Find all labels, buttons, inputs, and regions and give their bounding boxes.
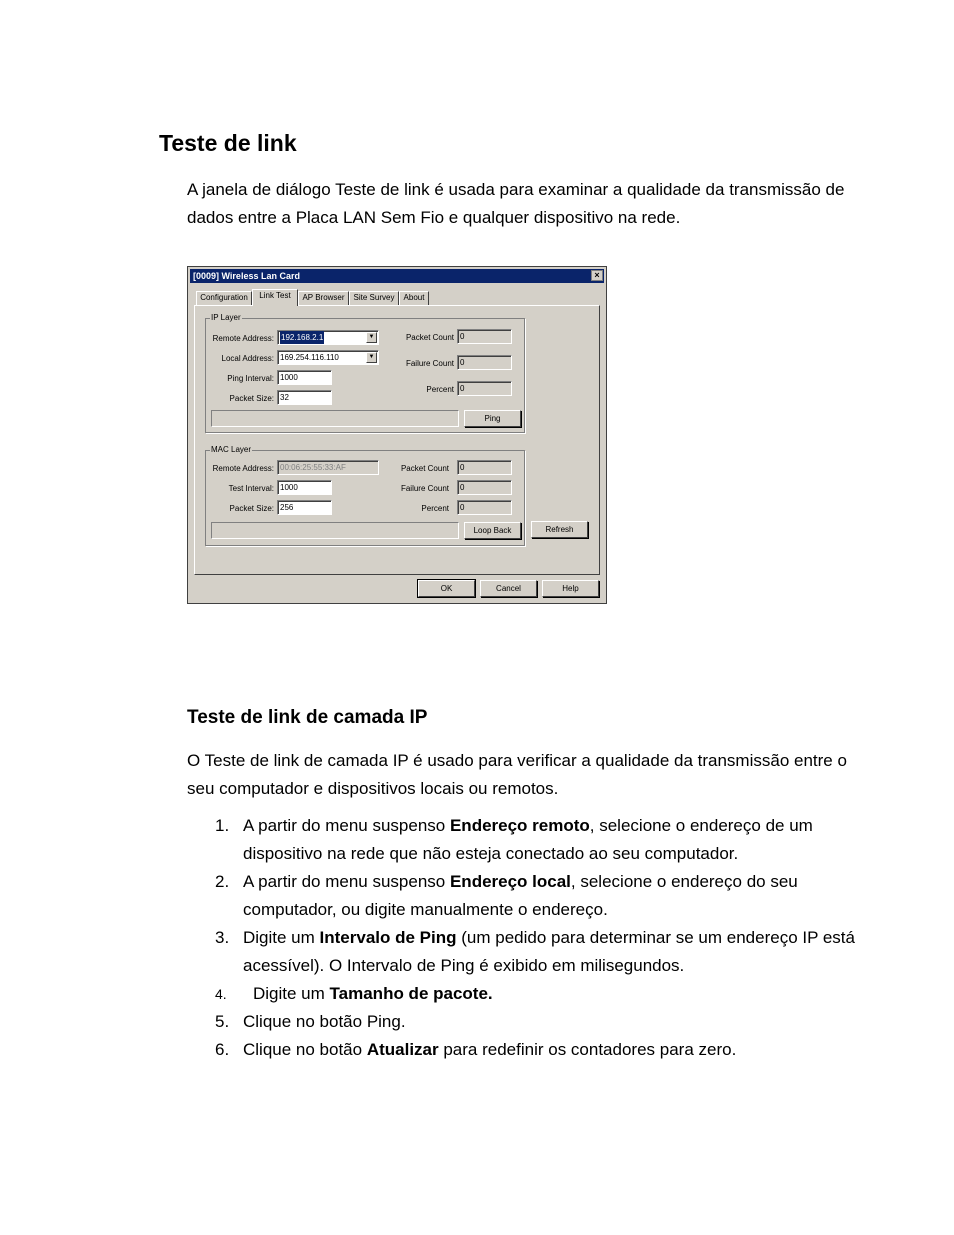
link-test-panel [194, 305, 600, 575]
step-bold: Endereço remoto [449, 816, 590, 835]
mac-percent-label: Percent [421, 504, 449, 513]
step-number: 4. [215, 986, 227, 1002]
help-button[interactable]: Help [542, 580, 599, 597]
mac-packet-count-label: Packet Count [400, 464, 449, 473]
mac-failure-count-label: Failure Count [400, 484, 449, 493]
step-number: 2. [215, 872, 230, 891]
step-number: 5. [215, 1012, 230, 1031]
step-bold: Intervalo de Ping [319, 928, 457, 947]
mac-remote-address-value: 00:06:25:55:33:AF [277, 460, 379, 475]
refresh-button[interactable]: Refresh [531, 521, 588, 538]
step-text: A partir do menu suspenso [243, 816, 450, 835]
list-item [187, 1036, 867, 1064]
loopback-button[interactable]: Loop Back [464, 522, 521, 539]
list-item [187, 1008, 867, 1036]
page-title: Teste de link [159, 130, 297, 156]
ip-percent-value: 0 [457, 381, 512, 396]
mac-layer-label: MAC Layer [211, 445, 252, 454]
step-bold: Endereço local [449, 872, 571, 891]
mac-failure-count-value: 0 [457, 480, 512, 495]
list-item [187, 924, 867, 980]
chevron-down-icon[interactable]: ▼ [366, 332, 377, 343]
ip-packet-count-value: 0 [457, 329, 512, 344]
ip-packet-size-input[interactable]: 32 [277, 390, 332, 405]
tab-ap-browser[interactable]: AP Browser [298, 291, 349, 305]
ip-failure-count-value: 0 [457, 355, 512, 370]
ip-local-address-select[interactable] [277, 350, 379, 365]
tab-about[interactable]: About [399, 291, 429, 305]
step-text: para redefinir os contadores para zero. [438, 1040, 737, 1059]
mac-percent-value: 0 [457, 500, 512, 515]
ip-layer-group [205, 313, 525, 433]
mac-layer-group [205, 445, 525, 546]
mac-packet-count-value: 0 [457, 460, 512, 475]
ip-remote-address-label: Remote Address: [212, 334, 274, 343]
ip-remote-address-select[interactable] [277, 330, 379, 345]
mac-packet-size-input[interactable]: 256 [277, 500, 332, 515]
steps-list [187, 812, 867, 1064]
step-bold: Atualizar [366, 1040, 439, 1059]
test-interval-input[interactable]: 1000 [277, 480, 332, 495]
step-text: , selecione o endereço de um dispositivo na rede que não esteja conectado ao seu computador. [243, 816, 813, 863]
section-intro: O Teste de link de camada IP é usado para verificar a qualidade da transmissão entre o seu computador e dispositivos locais ou remotos. [187, 751, 847, 798]
step-text: Clique no botão [243, 1040, 367, 1059]
ip-packet-size-label: Packet Size: [229, 394, 274, 403]
tab-configuration[interactable]: Configuration [196, 291, 252, 305]
dialog-titlebar [190, 269, 604, 283]
step-number: 1. [215, 816, 230, 835]
ip-layer-label: IP Layer [211, 313, 241, 322]
step-text: Digite um [253, 984, 330, 1003]
step-text: Clique no botão Ping. [243, 1012, 406, 1031]
ping-interval-input[interactable]: 1000 [277, 370, 332, 385]
ip-local-address-value: 169.254.116.110 [280, 353, 339, 362]
step-bold: Tamanho de pacote. [329, 984, 493, 1003]
step-text: , selecione o endereço do seu computador, ou digite manualmente o endereço. [243, 872, 798, 919]
close-icon[interactable]: × [591, 270, 603, 281]
mac-progress-bar [211, 522, 459, 539]
ip-progress-bar [211, 410, 459, 427]
dialog-title: [0009] Wireless Lan Card [193, 271, 300, 281]
ping-button[interactable]: Ping [464, 410, 521, 427]
mac-remote-address-label: Remote Address: [212, 464, 274, 473]
step-number: 3. [215, 928, 230, 947]
step-number: 6. [215, 1040, 230, 1059]
mac-packet-size-label: Packet Size: [229, 504, 274, 513]
ping-interval-label: Ping Interval: [227, 374, 274, 383]
wireless-lan-card-dialog [187, 266, 607, 604]
tab-link-test[interactable]: Link Test [252, 289, 298, 306]
test-interval-label: Test Interval: [228, 484, 274, 493]
step-text: Digite um [243, 928, 320, 947]
tab-site-survey[interactable]: Site Survey [349, 291, 399, 305]
ip-failure-count-label: Failure Count [405, 359, 454, 368]
ip-packet-count-label: Packet Count [405, 333, 454, 342]
step-text: (um pedido para determinar se um endereço IP está acessível). O Intervalo de Ping é exibido em milisegundos. [243, 928, 855, 975]
list-item [187, 812, 867, 868]
list-item [187, 868, 867, 924]
cancel-button[interactable]: Cancel [480, 580, 537, 597]
ip-local-address-label: Local Address: [221, 354, 274, 363]
ip-remote-address-value: 192.168.2.1 [281, 333, 324, 342]
intro-paragraph: A janela de diálogo Teste de link é usada para examinar a qualidade da transmissão de dados entre a Placa LAN Sem Fio e qualquer dispositivo na rede. [187, 180, 845, 227]
section-heading: Teste de link de camada IP [187, 707, 428, 728]
chevron-down-icon[interactable]: ▼ [366, 352, 377, 363]
step-text: A partir do menu suspenso [243, 872, 450, 891]
ok-button[interactable]: OK [418, 580, 475, 597]
list-item [187, 980, 867, 1008]
ip-percent-label: Percent [426, 385, 454, 394]
